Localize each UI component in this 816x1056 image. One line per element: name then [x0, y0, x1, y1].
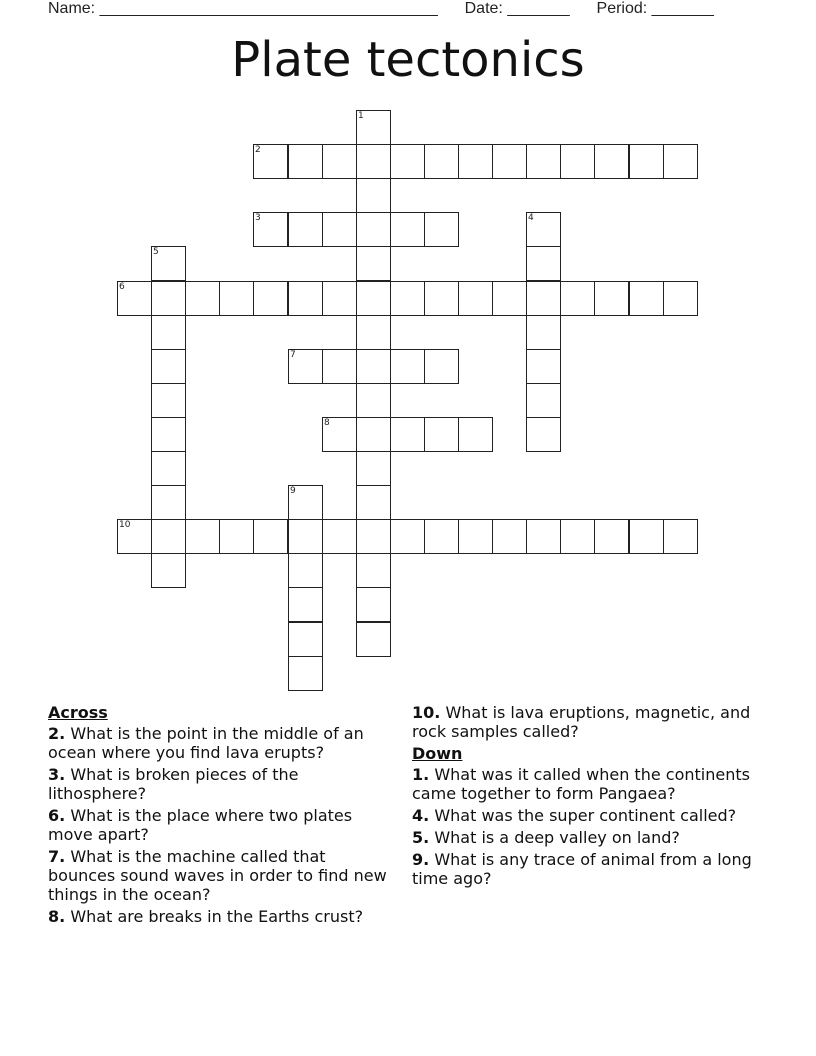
clue-text: What is lava eruptions, magnetic, and rock samples called?	[412, 703, 751, 741]
crossword-cell[interactable]	[560, 281, 595, 316]
clue-down-5	[412, 828, 760, 847]
crossword-cell[interactable]	[356, 451, 391, 486]
crossword-cell[interactable]	[424, 212, 459, 247]
clue-number: 3.	[48, 765, 66, 784]
crossword-cell[interactable]	[458, 144, 493, 179]
cell-number: 6	[119, 282, 125, 292]
clue-down-9	[412, 850, 760, 888]
puzzle-title: Plate tectonics	[231, 32, 585, 88]
crossword-cell[interactable]	[288, 212, 323, 247]
crossword-cell[interactable]	[151, 281, 186, 316]
clue-across-6	[48, 806, 388, 844]
crossword-cell[interactable]	[594, 144, 629, 179]
clue-across-2	[48, 724, 388, 762]
crossword-cell[interactable]	[356, 349, 391, 384]
cell-number: 4	[528, 213, 534, 223]
crossword-cell[interactable]	[185, 281, 220, 316]
crossword-cell[interactable]	[322, 519, 357, 554]
clue-text: What was it called when the continents came together to form Pangaea?	[412, 765, 750, 803]
clue-number: 1.	[412, 765, 430, 784]
crossword-cell[interactable]	[151, 349, 186, 384]
clue-across-3	[48, 765, 388, 803]
crossword-cell[interactable]	[322, 349, 357, 384]
crossword-cell[interactable]	[288, 144, 323, 179]
crossword-cell[interactable]	[390, 417, 425, 452]
crossword-cell[interactable]	[151, 315, 186, 350]
crossword-cell[interactable]	[253, 281, 288, 316]
crossword-cell[interactable]	[151, 451, 186, 486]
cell-number: 7	[290, 350, 296, 360]
clue-text: What are breaks in the Earths crust?	[70, 907, 364, 926]
clue-text: What is a deep valley on land?	[434, 828, 680, 847]
clue-number: 2.	[48, 724, 66, 743]
crossword-cell[interactable]	[288, 519, 323, 554]
crossword-cell[interactable]	[219, 281, 254, 316]
crossword-cell[interactable]	[526, 281, 561, 316]
crossword-cell[interactable]	[424, 519, 459, 554]
crossword-cell[interactable]	[424, 144, 459, 179]
crossword-cell[interactable]	[356, 417, 391, 452]
clue-number: 7.	[48, 847, 66, 866]
cell-number: 9	[290, 486, 296, 496]
crossword-cell[interactable]	[492, 281, 527, 316]
crossword-cell[interactable]	[253, 519, 288, 554]
clues-left-column	[48, 703, 388, 929]
crossword-cell[interactable]	[526, 144, 561, 179]
cell-number: 3	[255, 213, 261, 223]
crossword-cell[interactable]	[356, 178, 391, 213]
crossword-cell[interactable]	[526, 417, 561, 452]
date-field-label[interactable]: Date: _______	[464, 0, 570, 17]
crossword-cell[interactable]	[356, 622, 391, 657]
crossword-cell[interactable]	[151, 383, 186, 418]
crossword-cell[interactable]	[151, 485, 186, 520]
crossword-cell[interactable]	[288, 622, 323, 657]
cell-number: 8	[324, 418, 330, 428]
crossword-cell[interactable]	[219, 519, 254, 554]
clue-number: 4.	[412, 806, 430, 825]
crossword-cell[interactable]	[594, 519, 629, 554]
crossword-cell[interactable]	[663, 144, 698, 179]
across-heading: Across	[48, 703, 108, 722]
crossword-cell[interactable]	[322, 281, 357, 316]
crossword-cell[interactable]	[356, 281, 391, 316]
crossword-cell[interactable]	[356, 315, 391, 350]
crossword-cell[interactable]	[629, 144, 664, 179]
clue-number: 6.	[48, 806, 66, 825]
crossword-cell[interactable]	[458, 519, 493, 554]
crossword-cell[interactable]	[356, 553, 391, 588]
clue-down-1	[412, 765, 760, 803]
crossword-cell[interactable]	[151, 553, 186, 588]
clue-text: What is any trace of animal from a long time ago?	[412, 850, 752, 888]
crossword-cell[interactable]	[151, 519, 186, 554]
crossword-cell[interactable]	[526, 315, 561, 350]
down-heading: Down	[412, 744, 463, 763]
crossword-cell[interactable]	[492, 519, 527, 554]
crossword-cell[interactable]	[526, 246, 561, 281]
crossword-cell[interactable]	[526, 519, 561, 554]
crossword-cell[interactable]	[288, 587, 323, 622]
crossword-cell[interactable]	[560, 144, 595, 179]
cell-number: 1	[358, 111, 364, 121]
crossword-cell[interactable]	[424, 281, 459, 316]
crossword-cell[interactable]	[356, 587, 391, 622]
clue-number: 10.	[412, 703, 441, 722]
crossword-cell[interactable]	[185, 519, 220, 554]
clue-number: 5.	[412, 828, 430, 847]
crossword-cell[interactable]	[560, 519, 595, 554]
crossword-cell[interactable]	[424, 417, 459, 452]
crossword-cell[interactable]	[492, 144, 527, 179]
crossword-cell[interactable]	[390, 144, 425, 179]
crossword-cell[interactable]	[356, 212, 391, 247]
crossword-cell[interactable]	[356, 519, 391, 554]
crossword-cell[interactable]	[526, 383, 561, 418]
crossword-cell[interactable]	[390, 519, 425, 554]
crossword-cell[interactable]	[629, 281, 664, 316]
crossword-cell[interactable]	[390, 212, 425, 247]
clue-across-10	[412, 703, 760, 741]
cell-number: 10	[119, 520, 131, 530]
clue-across-7	[48, 847, 388, 904]
crossword-cell[interactable]	[356, 246, 391, 281]
crossword-cell[interactable]	[424, 349, 459, 384]
clue-text: What is the place where two plates move apart?	[48, 806, 353, 844]
clue-text: What is the point in the middle of an ocean where you find lava erupts?	[48, 724, 364, 762]
crossword-cell[interactable]	[594, 281, 629, 316]
crossword-cell[interactable]	[629, 519, 664, 554]
crossword-cell[interactable]	[288, 656, 323, 691]
crossword-cell[interactable]	[390, 281, 425, 316]
clue-text: What is the machine called that bounces sound waves in order to find new things in the ocean?	[48, 847, 387, 904]
crossword-cell[interactable]	[288, 553, 323, 588]
crossword-cell[interactable]	[458, 417, 493, 452]
crossword-cell[interactable]	[663, 281, 698, 316]
clue-across-8	[48, 907, 388, 926]
crossword-cell[interactable]	[390, 349, 425, 384]
clue-text: What was the super continent called?	[434, 806, 737, 825]
name-field-label[interactable]: Name: ______________________________________	[48, 0, 438, 17]
clues-right-column	[412, 703, 760, 891]
crossword-cell[interactable]	[356, 383, 391, 418]
crossword-cell[interactable]	[322, 212, 357, 247]
crossword-cell[interactable]	[458, 281, 493, 316]
crossword-cell[interactable]	[151, 417, 186, 452]
period-field-label[interactable]: Period: _______	[596, 0, 714, 17]
cell-number: 5	[153, 247, 159, 257]
crossword-cell[interactable]	[356, 485, 391, 520]
crossword-cell[interactable]	[663, 519, 698, 554]
crossword-cell[interactable]	[322, 144, 357, 179]
clue-number: 8.	[48, 907, 66, 926]
crossword-cell[interactable]	[356, 144, 391, 179]
crossword-cell[interactable]	[526, 349, 561, 384]
clue-text: What is broken pieces of the lithosphere?	[48, 765, 299, 803]
clue-down-4	[412, 806, 760, 825]
cell-number: 2	[255, 145, 261, 155]
crossword-cell[interactable]	[288, 281, 323, 316]
clue-number: 9.	[412, 850, 430, 869]
